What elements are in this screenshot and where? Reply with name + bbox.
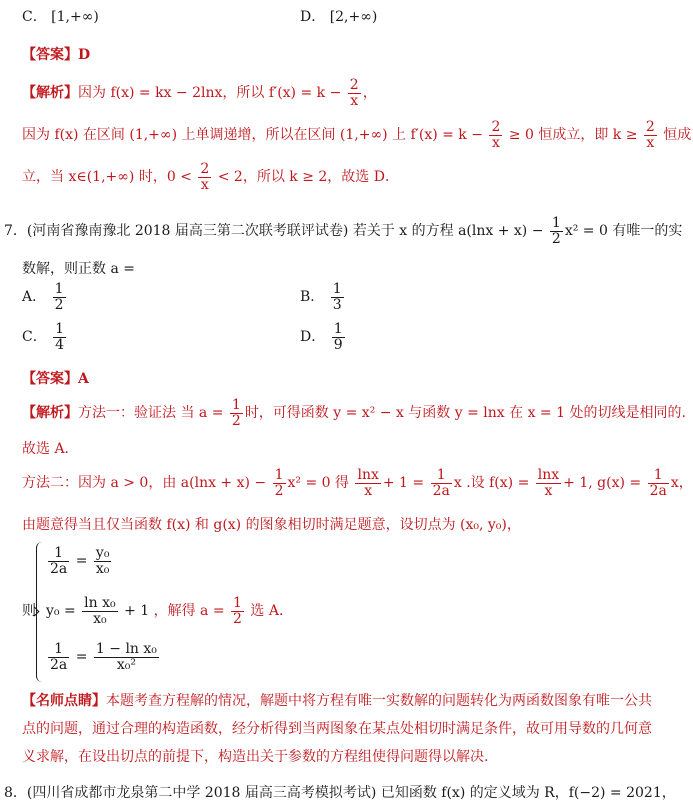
system-equation-1 bbox=[46, 546, 113, 576]
answer-tag: 【答案】 bbox=[22, 47, 78, 63]
text: 若关于 x 的方程 a(lnx + x) − bbox=[352, 223, 544, 240]
fraction: $\frac{1}{4}$ bbox=[55, 321, 65, 353]
text: ≥ 0 恒成立，即 k ≥ bbox=[508, 127, 638, 144]
option-label: C． bbox=[22, 329, 47, 346]
tip-line-2 bbox=[22, 718, 652, 738]
question-source: (四川省成都市龙泉第二中学 2018 届高三高考模拟考试) bbox=[26, 785, 377, 801]
text: 故选 A． bbox=[22, 441, 79, 457]
prev-analysis-line-3 bbox=[22, 162, 399, 192]
fraction: $\frac{1}{9}$ bbox=[333, 321, 343, 353]
fraction: $\frac{\text{y₀}}{\text{x₀}}$ bbox=[95, 545, 110, 577]
answer-tag: 【答案】 bbox=[22, 371, 78, 387]
answer-value: D bbox=[78, 47, 91, 63]
system-equation-2 bbox=[46, 596, 293, 626]
text: 方法二：因为 a > 0，由 a(lnx + x) − bbox=[22, 475, 267, 492]
q7-option-a bbox=[22, 282, 68, 312]
fraction: $\frac{2}{x}$ bbox=[349, 77, 359, 109]
text: 由题意得当且仅当函数 f(x) 和 g(x) 的图象相切时满足题意，设切点为 (x₀, y₀)， bbox=[22, 517, 521, 533]
question-source: (河南省豫南豫北 2018 届高三第二次联考联评试卷) bbox=[26, 223, 349, 240]
text: 点的问题，通过合理的构造函数，经分析得到当两图象在某点处相切时满足条件，故可用导数的几何意 bbox=[22, 721, 652, 737]
q7-method-1 bbox=[22, 398, 686, 428]
q7-method-1-conclusion bbox=[22, 438, 79, 458]
q7-option-c bbox=[22, 322, 68, 352]
system-equation-3 bbox=[46, 642, 161, 672]
fraction: $\frac{\ln x}{x}$ bbox=[537, 467, 560, 499]
text: 数解，则正数 a = bbox=[22, 261, 135, 277]
fraction: $\frac{\ln x}{x}$ bbox=[357, 467, 379, 499]
text: + 1 = bbox=[382, 475, 425, 492]
text: ， bbox=[362, 85, 377, 102]
q7-stem-line-2 bbox=[22, 258, 135, 278]
fraction: $\frac{2}{x}$ bbox=[491, 119, 501, 151]
fraction: $\frac{2}{x}$ bbox=[645, 119, 655, 151]
text: 恒成 bbox=[663, 127, 692, 144]
q8-stem bbox=[4, 782, 676, 802]
q7-method-2 bbox=[22, 468, 693, 498]
text: 因为 f(x) = kx − 2lnx，所以 f′(x) = k − bbox=[78, 85, 342, 102]
q7-answer bbox=[22, 368, 89, 388]
analysis-tag: 【解析】 bbox=[22, 405, 78, 422]
option-label: B． bbox=[300, 289, 325, 306]
fraction: $\frac{1}{3}$ bbox=[332, 281, 342, 313]
text: 义求解，在设出切点的前提下，构造出关于参数的方程组使得问题得以解决. bbox=[22, 749, 489, 765]
fraction: $\frac{1}{2a}$ bbox=[50, 545, 68, 577]
tip-tag: 【名师点睛】 bbox=[22, 693, 106, 709]
system-lead bbox=[22, 600, 36, 620]
text: 立，当 x∈(1,+∞) 时，0 < bbox=[22, 169, 192, 186]
tip-line-3 bbox=[22, 746, 488, 766]
fraction: $\frac{1}{2a}$ bbox=[432, 467, 450, 499]
q7-stem-line-1 bbox=[4, 216, 682, 246]
option-d-prev bbox=[300, 6, 377, 26]
fraction: $\frac{1}{2}$ bbox=[551, 215, 561, 247]
option-label: D． bbox=[300, 329, 326, 346]
fraction: $\frac{1}{2}$ bbox=[231, 397, 241, 429]
option-c-prev bbox=[22, 6, 99, 26]
text: + 1 bbox=[124, 603, 150, 620]
text: 因为 f(x) 在区间 (1,+∞) 上单调递增，所以在区间 (1,+∞) 上 f′(x) = k − bbox=[22, 127, 483, 144]
text: ，解得 a = bbox=[153, 603, 225, 620]
fraction: $\frac{\text{1 − ln x₀}}{\text{x₀²}}$ bbox=[95, 641, 157, 673]
q7-option-b bbox=[300, 282, 346, 312]
question-number: 7． bbox=[4, 223, 27, 240]
tip-line-1 bbox=[22, 690, 652, 710]
prev-analysis-line-2 bbox=[22, 120, 691, 150]
option-value: [2,+∞) bbox=[329, 9, 378, 25]
text: x² = 0 得 bbox=[287, 475, 350, 492]
prev-analysis-line-1 bbox=[22, 78, 377, 108]
text: y₀ = bbox=[46, 603, 76, 620]
text: 选 A． bbox=[250, 603, 293, 620]
prev-answer bbox=[22, 44, 90, 64]
text: 已知函数 f(x) 的定义域为 R，f(−2) = 2021， bbox=[380, 785, 676, 801]
text: 时，可得函数 y = x² − x 与函数 y = lnx 在 x = 1 处的切线是相同的. bbox=[244, 405, 686, 422]
question-number: 8． bbox=[4, 785, 27, 801]
option-label: A． bbox=[22, 289, 47, 306]
text: 则 bbox=[22, 603, 36, 619]
option-label: C． bbox=[22, 9, 47, 25]
system-brace bbox=[36, 542, 45, 682]
option-label: D． bbox=[300, 9, 326, 25]
text: 本题考查方程解的情况，解题中将方程有唯一实数解的问题转化为两函数图象有唯一公共 bbox=[106, 693, 652, 709]
fraction: $\frac{1}{2}$ bbox=[274, 467, 284, 499]
text: 方法一：验证法 当 a = bbox=[78, 405, 224, 422]
fraction: $\frac{1}{2}$ bbox=[54, 281, 64, 313]
text: = bbox=[75, 649, 88, 666]
text: + 1, g(x) = bbox=[563, 475, 642, 492]
fraction: $\frac{1}{2}$ bbox=[233, 595, 242, 627]
text: = bbox=[75, 553, 88, 570]
answer-value: A bbox=[78, 371, 89, 387]
option-value: [1,+∞) bbox=[51, 9, 99, 25]
text: x² = 0 有唯一的实 bbox=[564, 223, 683, 240]
analysis-tag: 【解析】 bbox=[22, 85, 78, 102]
q7-option-d bbox=[300, 322, 347, 352]
fraction: $\frac{2}{x}$ bbox=[200, 161, 210, 193]
text: x .设 f(x) = bbox=[453, 475, 530, 492]
fraction: $\frac{\text{ln x₀}}{\text{x₀}}$ bbox=[84, 595, 116, 627]
fraction: $\frac{1}{2a}$ bbox=[649, 467, 667, 499]
text: x， bbox=[670, 475, 693, 492]
text: < 2，所以 k ≥ 2，故选 D． bbox=[217, 169, 399, 186]
fraction: $\frac{1}{2a}$ bbox=[50, 641, 68, 673]
q7-method-2-tangent bbox=[22, 514, 521, 534]
